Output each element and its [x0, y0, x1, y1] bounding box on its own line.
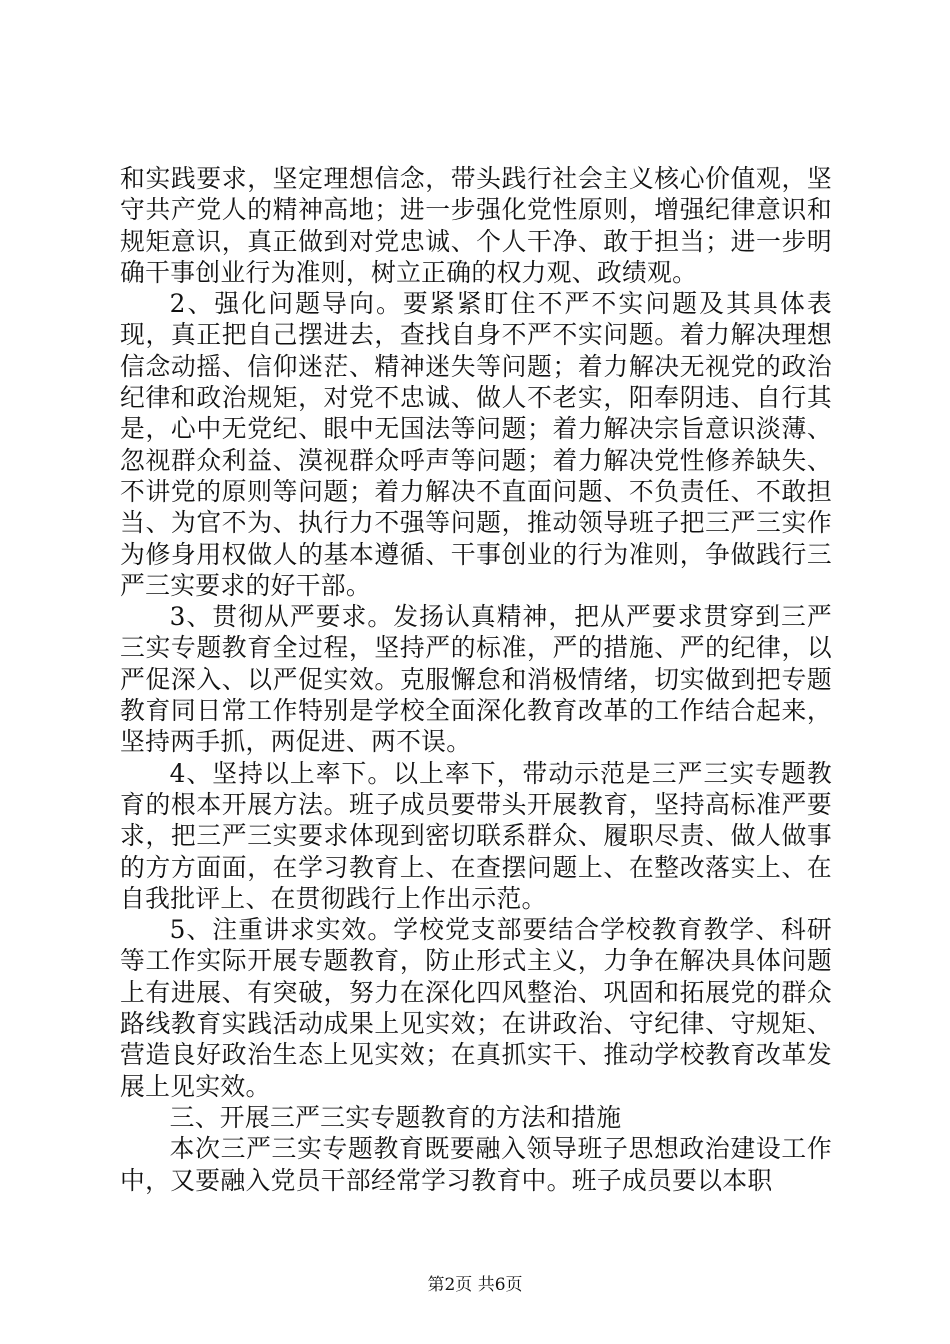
paragraph-methods-intro: 本次三严三实专题教育既要融入领导班子思想政治建设工作中，又要融入党员干部经常学习教育中。班子成员要以本职 [120, 1134, 832, 1195]
section-heading-methods: 三、开展三严三实专题教育的方法和措施 [169, 1102, 622, 1132]
document-body [120, 163, 832, 1196]
paragraph-problem-orientation: 2、强化问题导向。要紧紧盯住不严不实问题及其具体表现，真正把自己摆进去，查找自身不严不实问题。着力解决理想信念动摇、信仰迷茫、精神迷失等问题；着力解决无视党的政治纪律和政治规矩，对党不忠诚、做人不老实，阳奉阴违、自行其是，心中无党纪、眼中无国法等问题；着力解决宗旨意识淡薄、忽视群众利益、漠视群众呼声等问题；着力解决党性修养缺失、不讲党的原则等问题；着力解决不直面问题、不负责任、不敢担当、为官不为、执行力不强等问题，推动领导班子把三严三实作为修身用权做人的基本遵循、干事创业的行为准则，争做践行三严三实要求的好干部。 [120, 289, 832, 600]
page-footer [0, 1274, 950, 1296]
paragraph-lead-by-example: 4、坚持以上率下。以上率下，带动示范是三严三实专题教育的根本开展方法。班子成员要带头开展教育，坚持高标准严要求，把三严三实要求体现到密切联系群众、履职尽责、做人做事的方方面面，在学习教育上、在查摆问题上、在整改落实上、在自我批评上、在贯彻践行上作出示范。 [120, 758, 832, 913]
paragraph-continuation: 和实践要求，坚定理想信念，带头践行社会主义核心价值观，坚守共产党人的精神高地；进一步强化党性原则，增强纪律意识和规矩意识，真正做到对党忠诚、个人干净、敢于担当；进一步明确干事创业行为准则，树立正确的权力观、政绩观。 [120, 164, 832, 287]
paragraph-practical-results: 5、注重讲求实效。学校党支部要结合学校教育教学、科研等工作实际开展专题教育，防止形式主义，力争在解决具体问题上有进展、有突破，努力在深化四风整治、巩固和拓展党的群众路线教育实践活动成果上见实效；在讲政治、守纪律、守规矩、营造良好政治生态上见实效；在真抓实干、推动学校教育改革发展上见实效。 [120, 915, 832, 1101]
paragraph-strict-requirements: 3、贯彻从严要求。发扬认真精神，把从严要求贯穿到三严三实专题教育全过程，坚持严的标准，严的措施、严的纪律，以严促深入、以严促实效。克服懈怠和消极情绪，切实做到把专题教育同日常工作特别是学校全面深化教育改革的工作结合起来，坚持两手抓，两促进、两不误。 [120, 602, 832, 757]
page-number: 第2页 共6页 [427, 1275, 523, 1295]
